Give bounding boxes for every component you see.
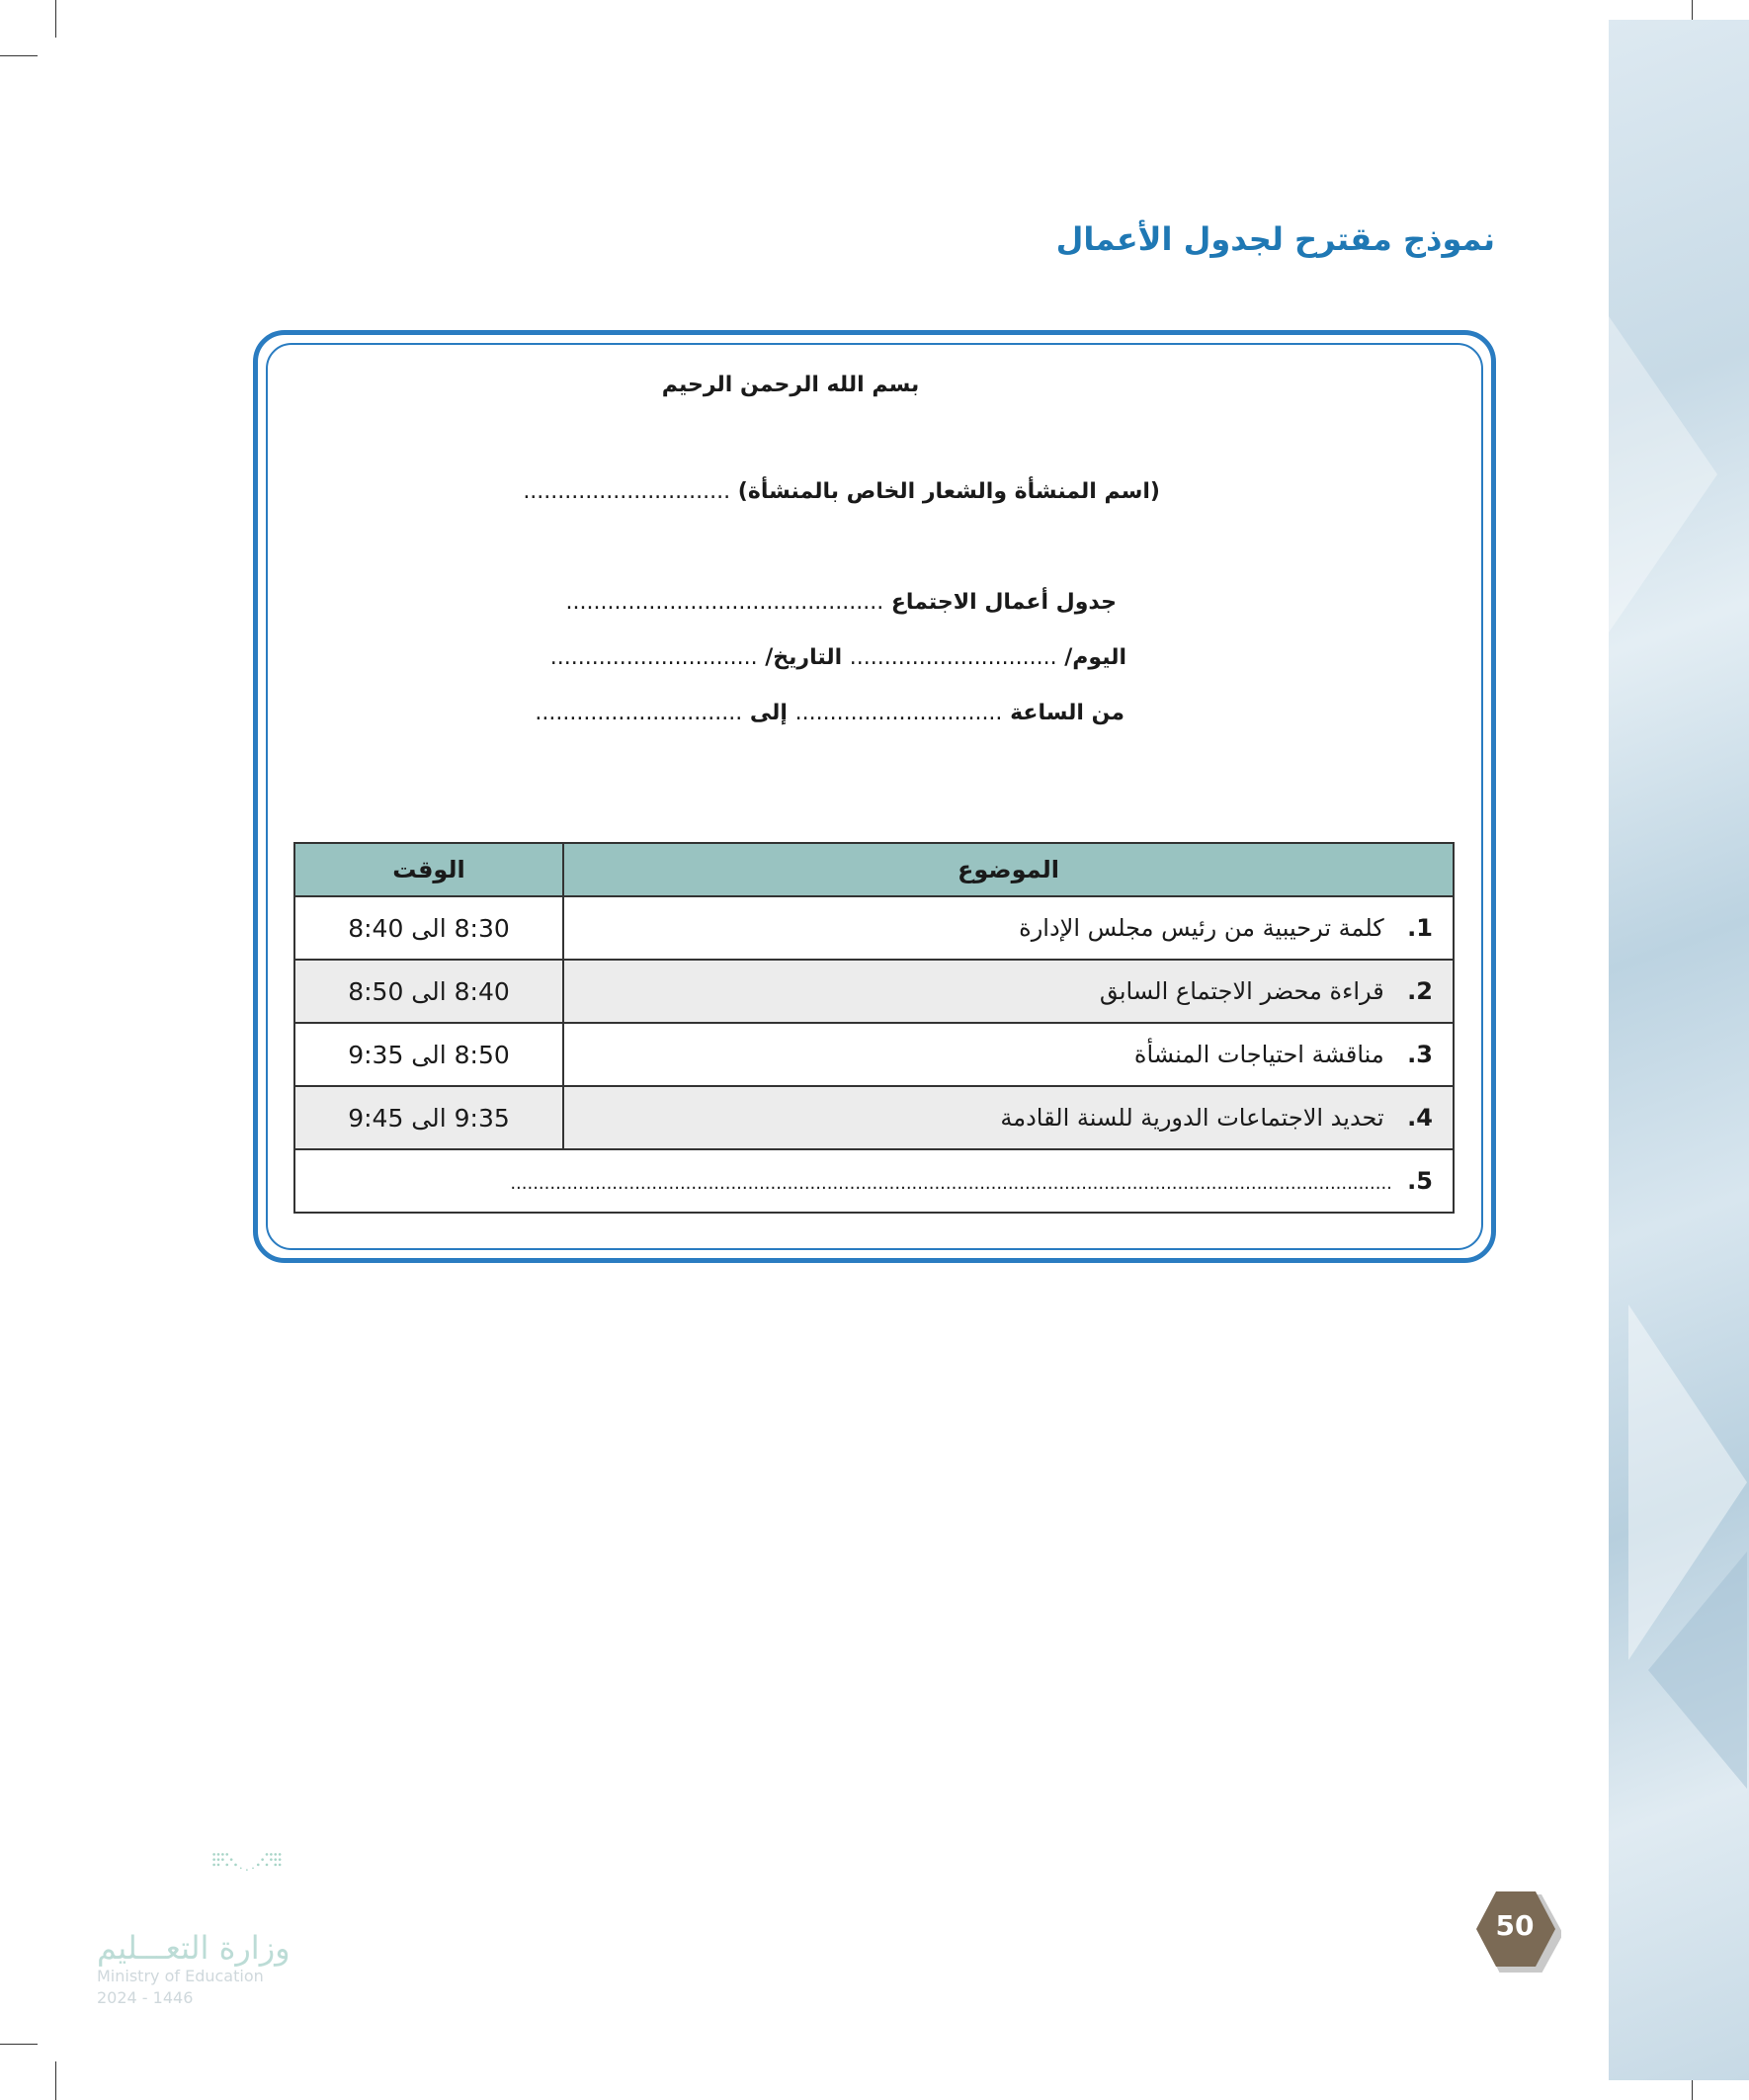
time-from: 8:40 (454, 976, 510, 1006)
time-to: 8:40 (348, 913, 404, 943)
time-to: 8:50 (348, 976, 404, 1006)
topic-text: قراءة محضر الاجتماع السابق (1099, 977, 1384, 1005)
agenda-table (293, 842, 1455, 1214)
time-separator: الى (411, 976, 447, 1006)
decorative-triangle (1648, 1552, 1747, 1789)
table-row (294, 1086, 1454, 1149)
crop-mark (0, 2044, 38, 2045)
crop-mark (0, 55, 38, 56)
time-cell (294, 960, 563, 1023)
time-from: 8:30 (454, 913, 510, 943)
topic-cell (563, 896, 1454, 960)
header-topic: الموضوع (563, 843, 1454, 896)
ministry-name-english: Ministry of Education (97, 1967, 264, 1985)
to-label: إلى (749, 701, 788, 725)
org-name-line (523, 479, 1160, 504)
agenda-label: جدول أعمال الاجتماع (890, 590, 1117, 615)
from-label: من الساعة (1010, 701, 1124, 725)
decorative-side-band (1609, 20, 1749, 2080)
table-row (294, 896, 1454, 960)
day-date-line (549, 645, 1126, 670)
ministry-year: 2024 - 1446 (97, 1988, 194, 2007)
table-row (294, 960, 1454, 1023)
page-title: نموذج مقترح لجدول الأعمال (1055, 220, 1495, 258)
time-separator: الى (411, 1103, 447, 1133)
time-from: 9:35 (454, 1103, 510, 1133)
topic-text: مناقشة احتياجات المنشأة (1133, 1041, 1384, 1068)
time-to: 9:35 (348, 1040, 404, 1069)
time-range-line (535, 701, 1124, 725)
time-separator: الى (411, 1040, 447, 1069)
topic-cell (563, 1023, 1454, 1086)
row-number: 5. (1407, 1167, 1433, 1195)
table-row-blank (294, 1149, 1454, 1213)
table-header-row (294, 843, 1454, 896)
decorative-triangle (1609, 316, 1717, 632)
table-row (294, 1023, 1454, 1086)
topic-cell (563, 1086, 1454, 1149)
header-time: الوقت (294, 843, 563, 896)
row-number: 4. (1407, 1104, 1433, 1132)
ministry-logo-dots (178, 1850, 356, 1919)
crop-mark (55, 2061, 56, 2100)
basmala-text: بسم الله الرحمن الرحيم (661, 373, 920, 397)
crop-mark (55, 0, 56, 38)
from-dots: .............................. (794, 701, 1003, 725)
time-from: 8:50 (454, 1040, 510, 1069)
time-cell (294, 896, 563, 960)
time-cell (294, 1023, 563, 1086)
day-dots: .............................. (849, 645, 1057, 670)
blank-dots: ............................................................................................................................................................ (510, 1173, 1392, 1194)
date-dots: .............................. (549, 645, 758, 670)
row-number: 1. (1407, 914, 1433, 942)
to-dots: .............................. (535, 701, 743, 725)
row-number: 2. (1407, 977, 1433, 1005)
basmala (593, 373, 988, 397)
topic-cell (563, 960, 1454, 1023)
topic-text: كلمة ترحيبية من رئيس مجلس الإدارة (1019, 914, 1384, 942)
agenda-dots: .............................................. (565, 590, 884, 615)
org-label: (اسم المنشأة والشعار الخاص بالمنشأة) (737, 479, 1160, 504)
org-dots: .............................. (523, 479, 731, 504)
time-to: 9:45 (348, 1103, 404, 1133)
time-separator: الى (411, 913, 447, 943)
topic-text: تحديد الاجتماعات الدورية للسنة القادمة (1000, 1104, 1384, 1132)
day-label: اليوم/ (1064, 645, 1126, 670)
time-cell (294, 1086, 563, 1149)
page-number: 50 (1495, 1909, 1535, 1942)
blank-topic-cell (294, 1149, 1454, 1213)
date-label: التاريخ/ (765, 645, 843, 670)
row-number: 3. (1407, 1041, 1433, 1068)
agenda-title-line (565, 590, 1117, 615)
ministry-name-arabic: وزارة التعـــليم (97, 1929, 291, 1967)
